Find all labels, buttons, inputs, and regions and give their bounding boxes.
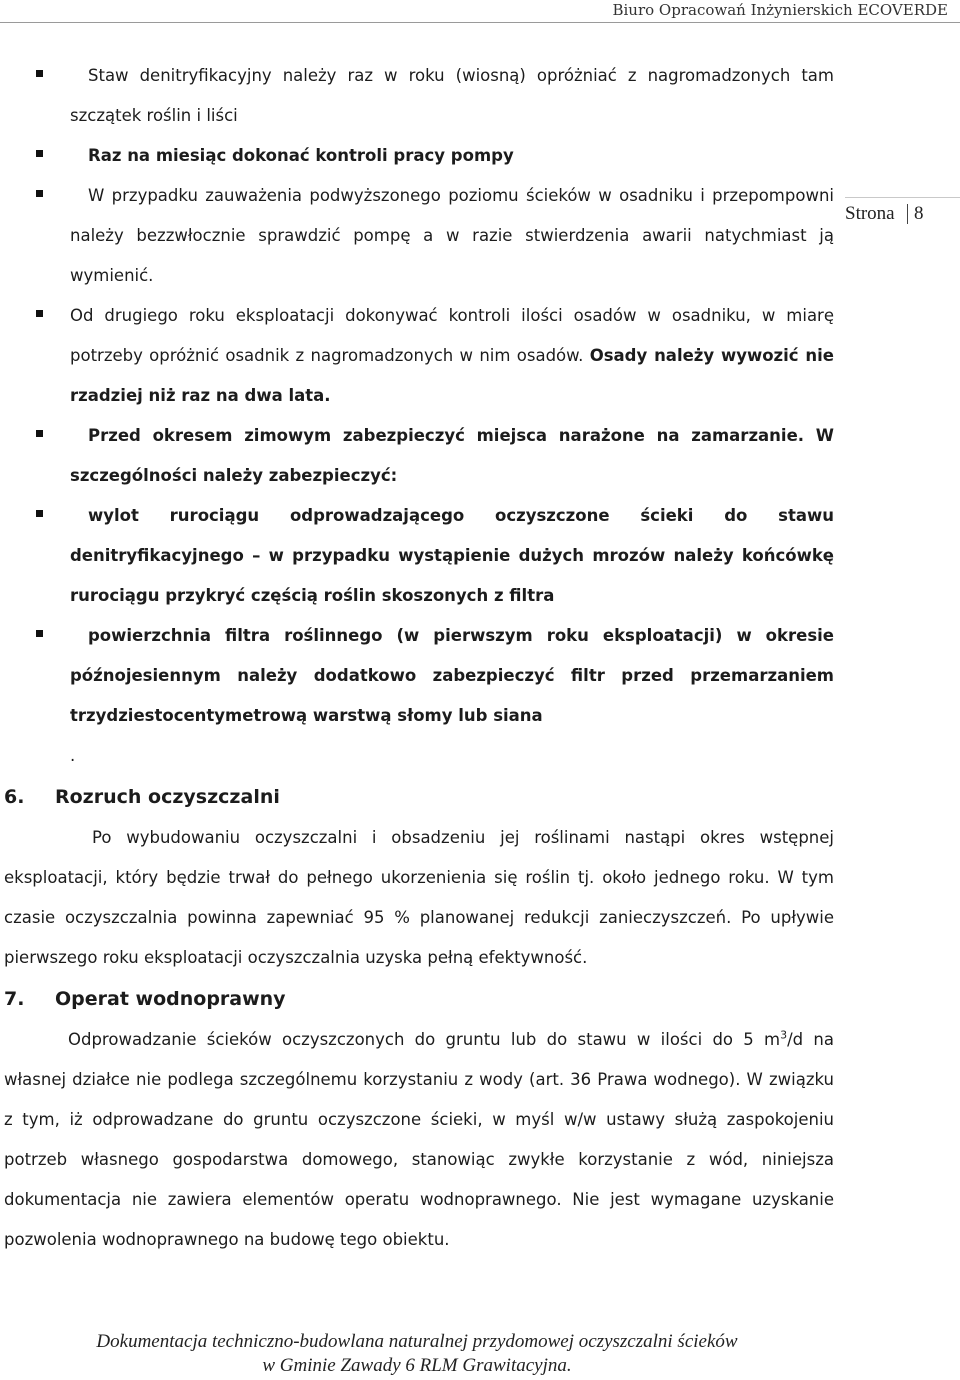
- bullet-item-pipe-outlet: [0, 496, 834, 616]
- page-separator: [907, 204, 908, 224]
- bullet-text: wylot rurociągu odprowadzającego oczyszczone ścieki do stawu denitryfikacyjnego – w przypadku wystąpienie dużych mrozów należy końcówkę rurociągu przykryć częścią roślin skoszonych z filtra: [70, 506, 834, 605]
- paragraph-text-end: /d na własnej działce nie podlega szczególnemu korzystaniu z wody (art. 36 Prawa wodnego). W związku z tym, iż odprowadzane do gruntu oczyszczone ścieki, w myśl w/w ustawy służą zaspokojeniu potrzeb własnego gospodarstwa domowego, stanowiąc zwykłe korzystanie z wód, niniejsza dokumentacja nie zawiera elementów operatu wodnoprawnego. Nie jest wymagane uzyskanie pozwolenia wodnoprawnego na budowę tego obiektu.: [4, 1030, 834, 1249]
- section-title: Operat wodnoprawny: [55, 988, 286, 1010]
- section-7-paragraph: [0, 1020, 834, 1260]
- square-bullet-icon: [36, 70, 43, 77]
- section-heading-6: [0, 776, 834, 818]
- footer-line-1: Dokumentacja techniczno-budowlana naturalnej przydomowej oczyszczalni ścieków: [96, 1331, 738, 1352]
- page-number-box: [845, 197, 960, 228]
- page-number: 8: [914, 203, 924, 224]
- footer-line-2: w Gminie Zawady 6 RLM Grawitacyjna.: [262, 1355, 572, 1376]
- section-title: Rozruch oczyszczalni: [55, 786, 280, 808]
- bullet-text: powierzchnia filtra roślinnego (w pierwszym roku eksploatacji) w okresie późnojesiennym należy dodatkowo zabezpieczyć filtr przed przemarzaniem trzydziestocentymetrową warstwą słomy lub siana: [70, 626, 834, 725]
- bullet-text-bold: Osady należy wywozić nie rzadziej niż raz na dwa lata.: [70, 346, 834, 405]
- bullet-text: Staw denitryfikacyjny należy raz w roku (wiosną) opróżniać z nagromadzonych tam szczątek roślin i liści: [70, 66, 834, 125]
- page-footer: [0, 1330, 834, 1378]
- bullet-text: Raz na miesiąc dokonać kontroli pracy pompy: [88, 146, 514, 165]
- bullet-item-pump-replace: [0, 176, 834, 296]
- bullet-text-end: .: [70, 746, 76, 765]
- bullet-item-sludge-control: [0, 296, 834, 416]
- document-body: [0, 56, 834, 1260]
- square-bullet-icon: [36, 430, 43, 437]
- section-number: 7.: [4, 988, 25, 1010]
- superscript: 3: [780, 1028, 788, 1042]
- bullet-text: Przed okresem zimowym zabezpieczyć miejsca narażone na zamarzanie. W szczególności należy zabezpieczyć:: [70, 426, 834, 485]
- section-6-paragraph: Po wybudowaniu oczyszczalni i obsadzeniu jej roślinami nastąpi okres wstępnej eksploatacji, który będzie trwał do pełnego ukorzenienia się roślin tj. około jednego roku. W tym czasie oczyszczalnia powinna zapewniać 95 % planowanej redukcji zanieczyszczeń. Po upływie pierwszego roku eksploatacji oczyszczalnia uzyska pełną efektywność.: [4, 828, 834, 967]
- bullet-item-filter-surface: [0, 616, 834, 776]
- bullet-text: W przypadku zauważenia podwyższonego poziomu ścieków w osadniku i przepompowni należy bezzwłocznie sprawdzić pompę a w razie stwierdzenia awarii natychmiast ją wymienić.: [70, 186, 834, 285]
- square-bullet-icon: [36, 310, 43, 317]
- bullet-text: Od drugiego roku eksploatacji dokonywać kontroli ilości osadów w osadniku, w miarę potrzeby opróżnić osadnik z nagromadzonych w nim osadów.: [70, 306, 834, 365]
- page-label: Strona: [845, 203, 895, 224]
- bullet-item-pump-check: [0, 136, 834, 176]
- section-number: 6.: [4, 786, 25, 808]
- square-bullet-icon: [36, 150, 43, 157]
- square-bullet-icon: [36, 510, 43, 517]
- paragraph-text-start: Odprowadzanie ścieków oczyszczonych do gruntu lub do stawu w ilości do 5 m: [68, 1030, 781, 1049]
- square-bullet-icon: [36, 190, 43, 197]
- bullet-item-pond-cleaning: [0, 56, 834, 136]
- square-bullet-icon: [36, 630, 43, 637]
- bullet-item-winter-protection: [0, 416, 834, 496]
- page-header: [0, 0, 960, 23]
- company-name: Biuro Opracowań Inżynierskich ECOVERDE: [612, 1, 948, 19]
- section-heading-7: [0, 978, 834, 1020]
